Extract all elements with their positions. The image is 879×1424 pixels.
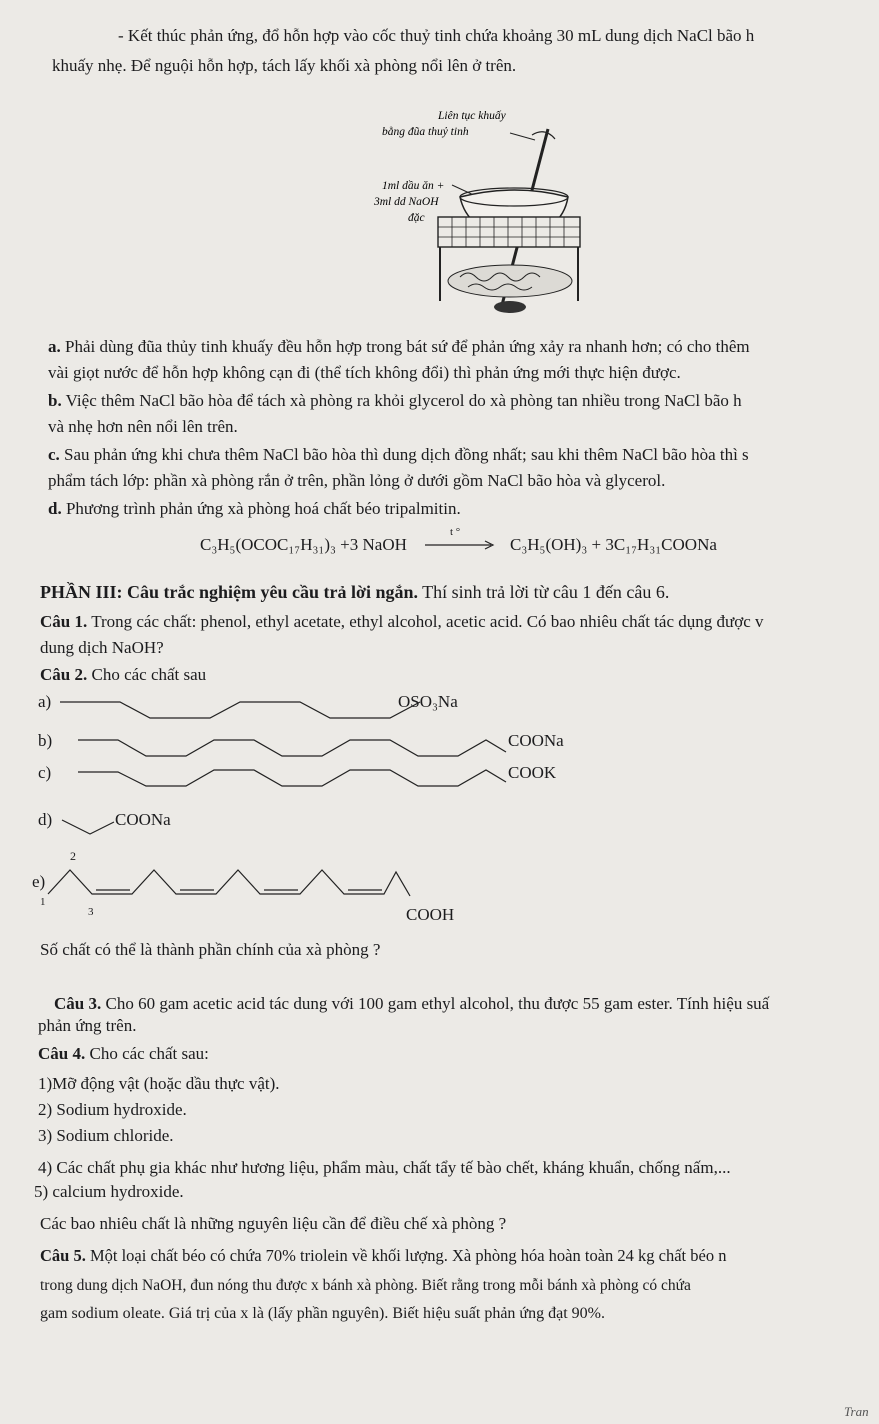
structure-b-label: b)	[38, 731, 53, 750]
question-4-prompt: Các bao nhiêu chất là những nguyên liệu cần để điều chế xà phòng ?	[40, 1214, 507, 1233]
structure-c-label: c)	[38, 763, 52, 782]
structure-d-label: d)	[38, 810, 53, 829]
structure-c-chain	[78, 764, 518, 788]
structure-d-group: COONa	[115, 810, 171, 829]
structure-e-group: COOH	[406, 905, 455, 924]
question-4-item-2: 2) Sodium hydroxide.	[38, 1100, 187, 1119]
question-5-line-2: trong dung dịch NaOH, đun nóng thu được x bánh xà phòng. Biết rằng trong mỗi bánh xà phòng có chứa	[40, 1277, 691, 1294]
question-5-line-3: gam sodium oleate. Giá trị của x là (lấy phần nguyên). Biết hiệu suất phản ứng đạt 90%.	[40, 1305, 605, 1322]
structure-a-group: OSO₃Na	[398, 692, 458, 711]
equation-arrow	[425, 538, 497, 552]
question-2-line: Câu 2. Cho các chất sau	[40, 665, 207, 684]
question-4-item-4: 4) Các chất phụ gia khác như hương liệu, phẩm màu, chất tẩy tế bào chết, kháng khuẩn, chống nấm,...	[38, 1158, 731, 1177]
saponification-apparatus-figure	[360, 105, 620, 335]
question-4-item-3: 3) Sodium chloride.	[38, 1126, 174, 1145]
page-footer: Tran	[844, 1404, 869, 1419]
burner-flame	[494, 301, 526, 313]
part3-heading: PHẦN III: Câu trắc nghiệm yêu cầu trả lời ngắn. Thí sinh trả lời từ câu 1 đến câu 6.	[40, 582, 670, 602]
structure-d-number: 2	[70, 849, 76, 863]
statement-c-line-2: phẩm tách lớp: phần xà phòng rắn ở trên, phần lỏng ở dưới gồm NaCl bão hòa và glycerol.	[48, 471, 666, 490]
question-4-item-5: 5) calcium hydroxide.	[34, 1182, 184, 1201]
question-1-line-1: Câu 1. Trong các chất: phenol, ethyl acetate, ethyl alcohol, acetic acid. Có bao nhiêu chất tác dụng được v	[40, 612, 764, 631]
question-2-prompt: Số chất có thể là thành phần chính của xà phòng ?	[40, 940, 381, 959]
structure-d-chain	[60, 816, 118, 838]
equation-condition: t °	[450, 526, 461, 538]
structure-b-group: COONa	[508, 731, 564, 750]
structure-b-chain	[78, 734, 518, 758]
structure-e-number-1: 1	[40, 896, 46, 908]
question-3-line-2: phản ứng trên.	[38, 1016, 137, 1035]
intro-line-1: - Kết thúc phản ứng, đổ hỗn hợp vào cốc thuỷ tinh chứa khoảng 30 mL dung dịch NaCl bão h	[118, 26, 755, 45]
structure-c-group: COOK	[508, 763, 557, 782]
statement-b-line-2: và nhẹ hơn nên nổi lên trên.	[48, 417, 238, 436]
figure-label-mix-2: 3ml dd NaOH	[374, 196, 439, 208]
intro-line-2: khuấy nhẹ. Để nguội hỗn hợp, tách lấy khối xà phòng nổi lên ở trên.	[52, 56, 517, 75]
structure-e-chain	[46, 866, 416, 906]
statement-a-line-2: vài giọt nước để hỗn hợp không cạn đi (thể tích không đổi) thì phản ứng mới thực hiện được.	[48, 363, 681, 382]
statement-b-line-1: b. Việc thêm NaCl bão hòa để tách xà phòng ra khỏi glycerol do xà phòng tan nhiều trong NaCl bão h	[48, 391, 742, 410]
figure-label-stir-2: bằng đũa thuỷ tinh	[382, 126, 469, 138]
structure-e-number-3: 3	[88, 906, 94, 918]
statement-d-line-1: d. Phương trình phản ứng xà phòng hoá chất béo tripalmitin.	[48, 499, 461, 518]
heat-source	[448, 265, 572, 297]
question-4-item-1: 1)Mỡ động vật (hoặc dầu thực vật).	[38, 1074, 280, 1093]
wire-gauze	[438, 217, 580, 247]
structure-a-label: a)	[38, 692, 52, 711]
question-4-line: Câu 4. Cho các chất sau:	[38, 1044, 209, 1063]
statement-c-line-1: c. Sau phản ứng khi chưa thêm NaCl bão hòa thì dung dịch đồng nhất; sau khi thêm NaCl bão hòa thì s	[48, 445, 749, 464]
question-1-line-2: dung dịch NaOH?	[40, 638, 164, 657]
equation-right: C₃H₅(OH)₃ + 3C₁₇H₃₁COONa	[510, 535, 717, 554]
stir-arrow	[532, 132, 555, 139]
structure-a-chain	[60, 696, 430, 720]
question-5-line-1: Câu 5. Một loại chất béo có chứa 70% triolein về khối lượng. Xà phòng hóa hoàn toàn 24 kg chất béo n	[40, 1246, 727, 1265]
figure-label-mix-3: đặc	[408, 212, 425, 224]
statement-a-line-1: a. Phải dùng đũa thủy tinh khuấy đều hỗn hợp trong bát sứ để phản ứng xảy ra nhanh hơn; có cho thêm	[48, 337, 750, 356]
equation-left: C₃H₅(OCOC₁₇H₃₁)₃ +3 NaOH	[200, 535, 407, 554]
figure-label-stir-1: Liên tục khuấy	[438, 110, 506, 122]
figure-label-mix-1: 1ml dầu ăn +	[382, 180, 445, 192]
stir-pointer-line	[510, 133, 535, 140]
structure-e-label: e)	[32, 872, 46, 891]
question-3-line-1: Câu 3. Cho 60 gam acetic acid tác dung với 100 gam ethyl alcohol, thu được 55 gam ester. Tính hiệu suấ	[54, 994, 770, 1013]
